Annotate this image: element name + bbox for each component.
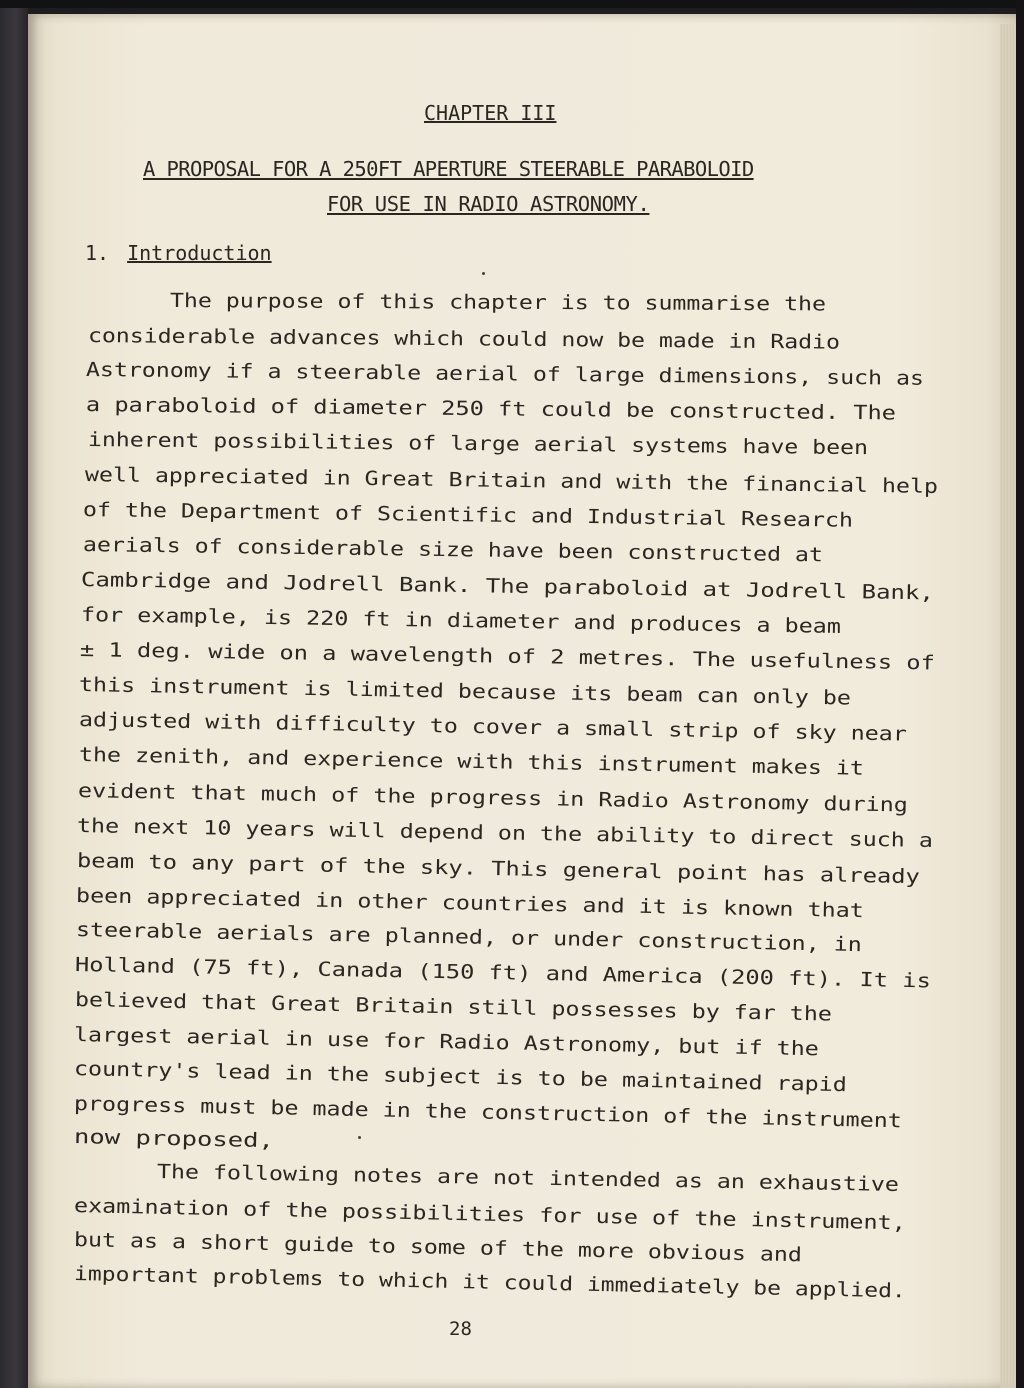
page-number: 28 (449, 1318, 472, 1340)
text-line: progress must be made in the construction of the instrument (73, 1092, 903, 1133)
text-line: a paraboloid of diameter 250 ft could be constructed. The (85, 393, 897, 425)
text-line: for example, is 220 ft in diameter and produces a beam (80, 603, 842, 638)
text-line: beam to any part of the sky. This general point has already (76, 849, 921, 889)
section-number: 1. (85, 241, 110, 265)
text-line: steerable aerials are planned, or under construction, in (75, 918, 863, 957)
section-title: Introduction (127, 241, 272, 265)
text-line: largest aerial in use for Radio Astronomy, but if the (73, 1023, 820, 1061)
text-line: inherent possibilities of large aerial systems have been (87, 428, 869, 460)
text-line: the zenith, and experience with this instrument makes it (78, 743, 865, 780)
text-line: believed that Great Britain still possesses by far the (74, 988, 833, 1026)
text-line: evident that much of the progress in Radio Astronomy during (77, 779, 909, 817)
chapter-heading: CHAPTER III (424, 101, 557, 125)
chapter-title-line-2: FOR USE IN RADIO ASTRONOMY. (327, 192, 650, 216)
text-line: considerable advances which could now be made in Radio (87, 324, 841, 354)
text-line: The following notes are not intended as an exhaustive (156, 1160, 900, 1196)
chapter-title-line-1: A PROPOSAL FOR A 250FT APERTURE STEERABLE PARABOLOID (143, 157, 754, 181)
text-line: of the Department of Scientific and Industrial Research (82, 498, 854, 532)
text-line: this instrument is limited because its beam can only be (78, 673, 852, 710)
text-line: ± 1 deg. wide on a wavelength of 2 metres. The usefulness of (79, 638, 936, 675)
text-line: the next 10 years will depend on the ability to direct such a (76, 814, 934, 852)
text-line: country's lead in the subject is to be maintained rapid (73, 1057, 848, 1097)
text-line: Cambridge and Jodrell Bank. The paraboloid at Jodrell Bank, (80, 568, 935, 605)
text-line: but as a short guide to some of the more obvious and (73, 1228, 803, 1267)
text-line: The purpose of this chapter is to summarise the (169, 289, 827, 316)
text-line: important problems to which it could immediately be applied. (73, 1262, 907, 1303)
text-line: been appreciated in other countries and it is known that (75, 884, 865, 923)
ink-speck (482, 272, 485, 275)
text-line: aerials of considerable size have been constructed at (82, 533, 824, 567)
text-line: Astronomy if a steerable aerial of large dimensions, such as (85, 358, 925, 390)
ink-speck (358, 1136, 361, 1139)
text-line: well appreciated in Great Britain and with the financial help (84, 463, 939, 498)
text-line: Holland (75 ft), Canada (150 ft) and America (200 ft). It is (74, 953, 932, 993)
text-line: now proposed, (73, 1125, 275, 1153)
text-line: examination of the possibilities for use of the instrument, (73, 1194, 907, 1235)
text-line: adjusted with difficulty to cover a small strip of sky near (78, 708, 908, 746)
